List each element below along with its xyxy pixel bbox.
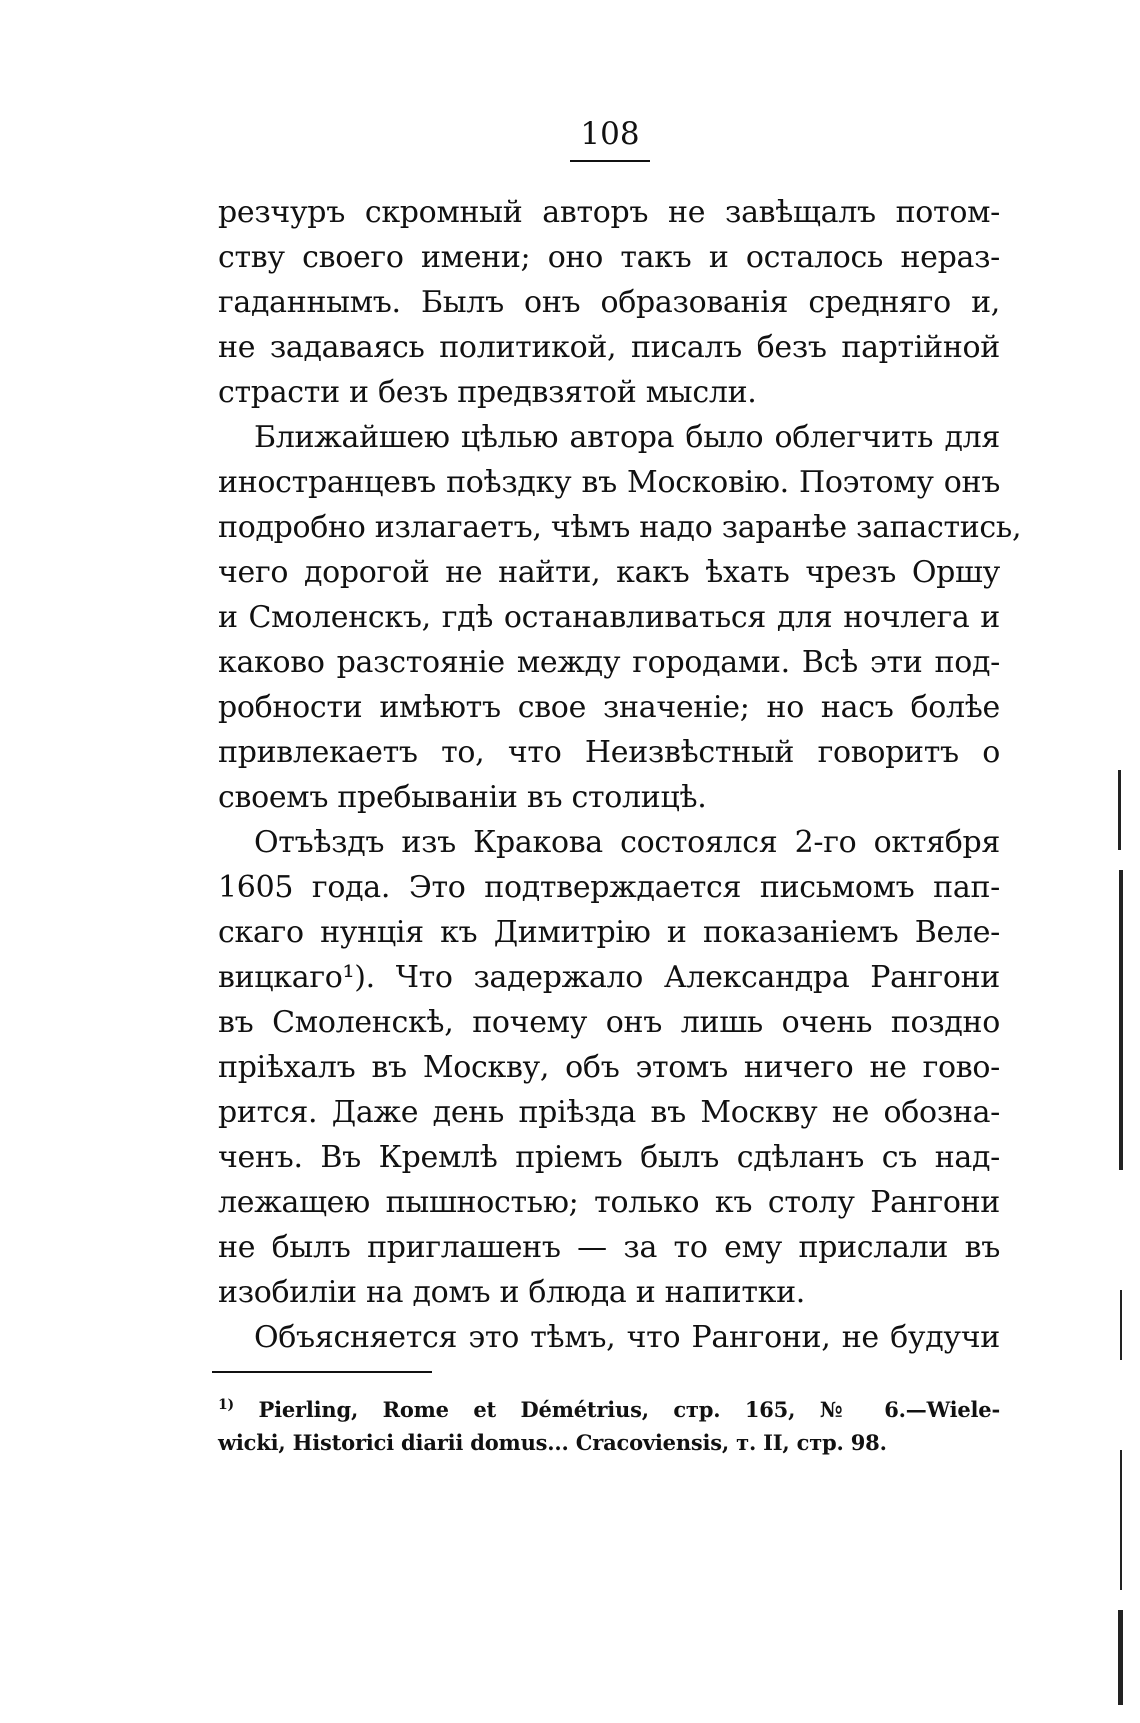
scan-margin-mark xyxy=(1119,870,1123,1170)
page-number: 108 xyxy=(580,116,640,152)
text-line: каково разстояніе между городами. Всѣ эти под- xyxy=(218,645,1000,680)
text-line: лежащею пышностью; только къ столу Рангони xyxy=(218,1185,1000,1220)
scan-margin-mark xyxy=(1118,770,1121,850)
text-line: ству своего имени; оно такъ и осталось нераз- xyxy=(218,240,1000,275)
text-line: изобиліи на домъ и блюда и напитки. xyxy=(218,1275,806,1310)
text-line: рится. Даже день пріѣзда въ Москву не обозна- xyxy=(218,1095,1000,1130)
text-line: иностранцевъ поѣздку въ Московію. Поэтому онъ xyxy=(218,465,1000,500)
body-text xyxy=(218,190,1022,1360)
text-line: резчуръ скромный авторъ не завѣщалъ потом- xyxy=(218,195,1000,230)
footnote-marker: 1) xyxy=(218,1397,234,1413)
page-number-underline xyxy=(570,160,650,162)
text-line: скаго нунція къ Димитрію и показаніемъ Веле- xyxy=(218,915,1000,950)
text-line: чего дорогой не найти, какъ ѣхать чрезъ Оршу xyxy=(218,555,1000,590)
text-line: и Смоленскъ, гдѣ останавливаться для ночлега и xyxy=(218,600,1000,635)
footnote-line: wicki, Historici diarii domus... Cracoviensis, т. II, стр. 98. xyxy=(218,1430,887,1455)
text-line: не задаваясь политикой, писалъ безъ партійной xyxy=(218,330,1000,365)
text-line: своемъ пребываніи въ столицѣ. xyxy=(218,780,707,815)
text-line: гаданнымъ. Былъ онъ образованія средняго и, xyxy=(218,285,1000,320)
text-line: пріѣхалъ въ Москву, объ этомъ ничего не гово- xyxy=(218,1050,1000,1085)
text-line: вицкаго¹). Что задержало Александра Рангони xyxy=(218,960,1000,995)
text-line: страсти и безъ предвзятой мысли. xyxy=(218,375,757,410)
scan-margin-mark xyxy=(1118,1610,1123,1705)
text-line: 1605 года. Это подтверждается письмомъ пап- xyxy=(218,870,1000,905)
text-line: Отъѣздъ изъ Кракова состоялся 2-го октября xyxy=(254,825,1000,860)
text-line: подробно излагаетъ, чѣмъ надо заранѣе запастись, xyxy=(218,510,1022,545)
footnote xyxy=(218,1386,1000,1462)
text-line: не былъ приглашенъ — за то ему прислали въ xyxy=(218,1230,1000,1265)
text-line: Объясняется это тѣмъ, что Рангони, не будучи xyxy=(254,1320,1000,1355)
scan-margin-mark xyxy=(1120,1450,1122,1590)
text-line: привлекаетъ то, что Неизвѣстный говоритъ о xyxy=(218,735,1000,770)
footnote-line xyxy=(218,1386,1000,1424)
footnote-separator xyxy=(212,1371,432,1373)
text-line: ченъ. Въ Кремлѣ пріемъ былъ сдѣланъ съ над- xyxy=(218,1140,1000,1175)
text-line: робности имѣютъ свое значеніе; но насъ болѣе xyxy=(218,690,1000,725)
text-line: Ближайшею цѣлью автора было облегчить для xyxy=(254,420,1000,455)
scan-margin-mark xyxy=(1120,1290,1122,1360)
footnote-text: Pierling, Rome et Démétrius, стр. 165, № 6.—Wiele- xyxy=(258,1397,1000,1422)
text-line: въ Смоленскѣ, почему онъ лишь очень поздно xyxy=(218,1005,1000,1040)
